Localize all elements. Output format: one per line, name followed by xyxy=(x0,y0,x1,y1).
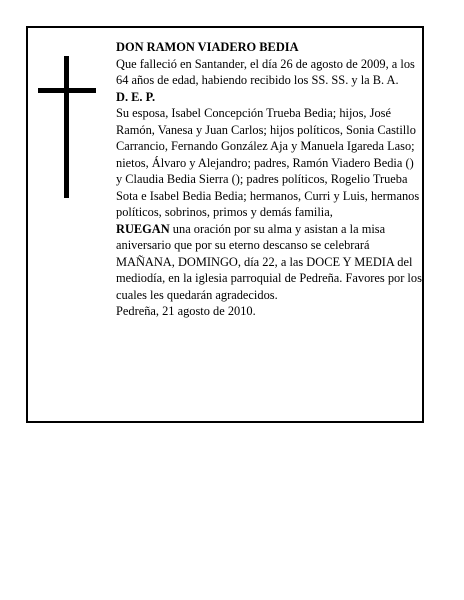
obituary-notice xyxy=(26,26,424,423)
notice-text xyxy=(116,39,422,320)
family-list: Su esposa, Isabel Concepción Trueba Bedia; hijos, José Ramón, Vanesa y Juan Carlos; hijos políticos, Sonia Castillo Carrancio, Fernando González Aja y Manuela Igareda Laso; nietos, Álvaro y Alejandro; padres, Ramón Viadero Bedia () y Claudia Bedia Sierra (); padres políticos, Rogelio Trueba Sota e Isabel Bedia Bedia; hermanos, Curri y Luis, hermanos políticos, sobrinos, primos y demás familia, xyxy=(116,106,420,219)
place-date: Pedreña, 21 agosto de 2010. xyxy=(116,304,256,318)
cross-horizontal-bar xyxy=(38,88,96,93)
ruegan-label: RUEGAN xyxy=(116,221,170,236)
cross-vertical-bar xyxy=(64,56,69,198)
deceased-name: DON RAMON VIADERO BEDIA xyxy=(116,40,299,54)
dep-label: D. E. P. xyxy=(116,89,156,104)
request-text: una oración por su alma y asistan a la misa aniversario que por su eterno descanso se celebrará MAÑANA, DOMINGO, día 22, a las DOCE Y MEDIA del mediodía, en la iglesia parroquial de Pedreña. Favores por los cuales les quedarán agradecidos. xyxy=(116,221,422,302)
cross-icon xyxy=(38,56,96,198)
request-paragraph xyxy=(116,221,422,304)
death-info: Que falleció en Santander, el día 26 de agosto de 2009, a los 64 años de edad, habiendo recibido los SS. SS. y la B. A. xyxy=(116,56,415,87)
